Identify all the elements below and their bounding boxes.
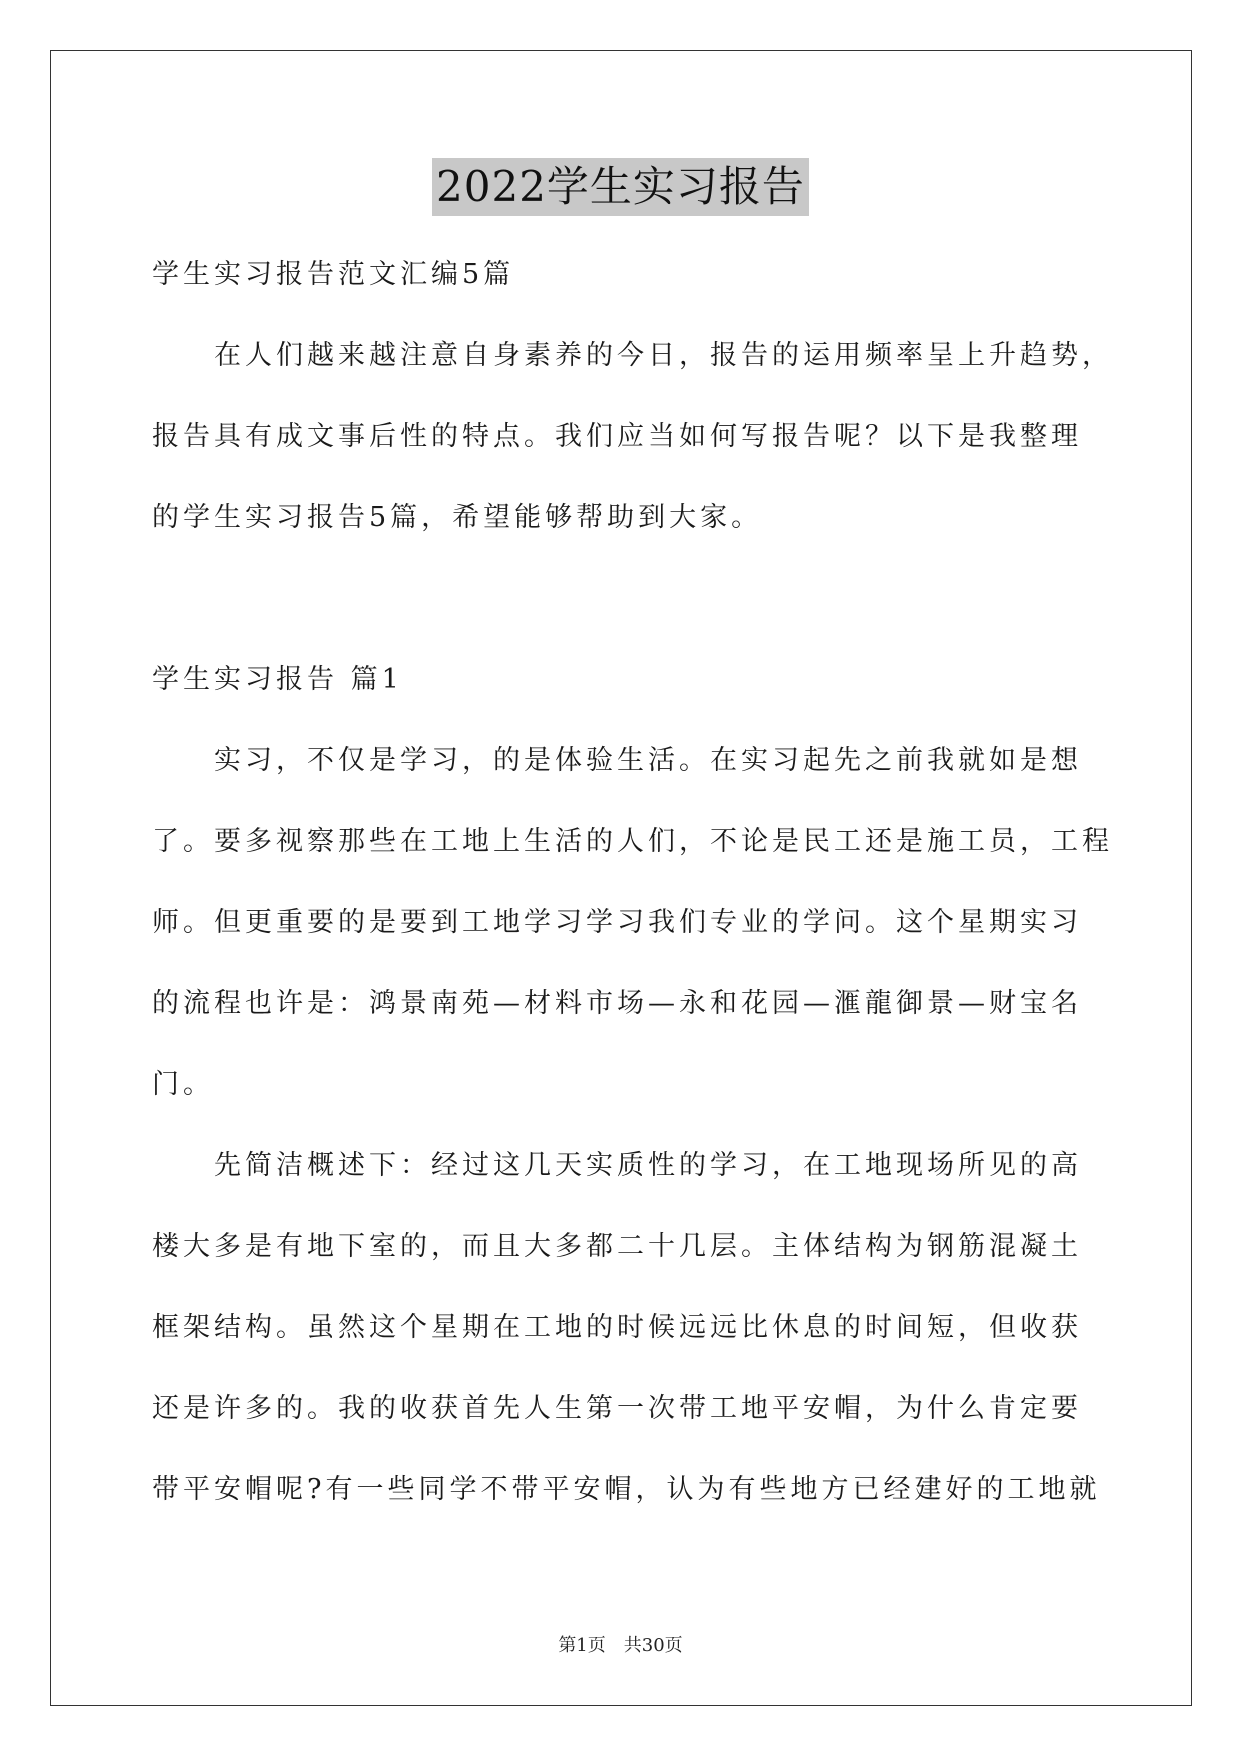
title-block bbox=[0, 158, 1241, 216]
page-footer: 第1页 共30页 bbox=[558, 1635, 683, 1656]
paragraph-line: 了。要多视察那些在工地上生活的人们，不论是民工还是施工员，工程 bbox=[152, 826, 1113, 857]
paragraph-line: 的流程也许是：鸿景南苑—材料市场—永和花园—滙龍御景—财宝名 bbox=[152, 988, 1082, 1019]
document-body bbox=[152, 234, 1113, 1530]
paragraph-line: 的学生实习报告5篇，希望能够帮助到大家。 bbox=[152, 502, 763, 533]
document-title: 2022学生实习报告 bbox=[432, 158, 809, 216]
paragraph-line: 报告具有成文事后性的特点。我们应当如何写报告呢？以下是我整理 bbox=[152, 421, 1082, 452]
subtitle-line: 学生实习报告范文汇编5篇 bbox=[152, 259, 515, 290]
paragraph-line: 楼大多是有地下室的，而且大多都二十几层。主体结构为钢筋混凝土 bbox=[152, 1231, 1082, 1262]
paragraph-line: 还是许多的。我的收获首先人生第一次带工地平安帽，为什么肯定要 bbox=[152, 1393, 1082, 1424]
paragraph-line: 师。但更重要的是要到工地学习学习我们专业的学问。这个星期实习 bbox=[152, 907, 1082, 938]
paragraph-line: 框架结构。虽然这个星期在工地的时候远远比休息的时间短，但收获 bbox=[152, 1312, 1082, 1343]
blank-spacer bbox=[152, 558, 1092, 639]
paragraph-line: 门。 bbox=[152, 1069, 214, 1100]
paragraph-line: 先简洁概述下：经过这几天实质性的学习，在工地现场所见的高 bbox=[214, 1150, 1082, 1181]
paragraph-line: 实习，不仅是学习，的是体验生活。在实习起先之前我就如是想 bbox=[214, 745, 1082, 776]
section-heading: 学生实习报告 篇1 bbox=[152, 664, 403, 695]
paragraph-line: 带平安帽呢?有一些同学不带平安帽，认为有些地方已经建好的工地就 bbox=[152, 1474, 1101, 1505]
paragraph-line: 在人们越来越注意自身素养的今日，报告的运用频率呈上升趋势， bbox=[214, 340, 1113, 371]
